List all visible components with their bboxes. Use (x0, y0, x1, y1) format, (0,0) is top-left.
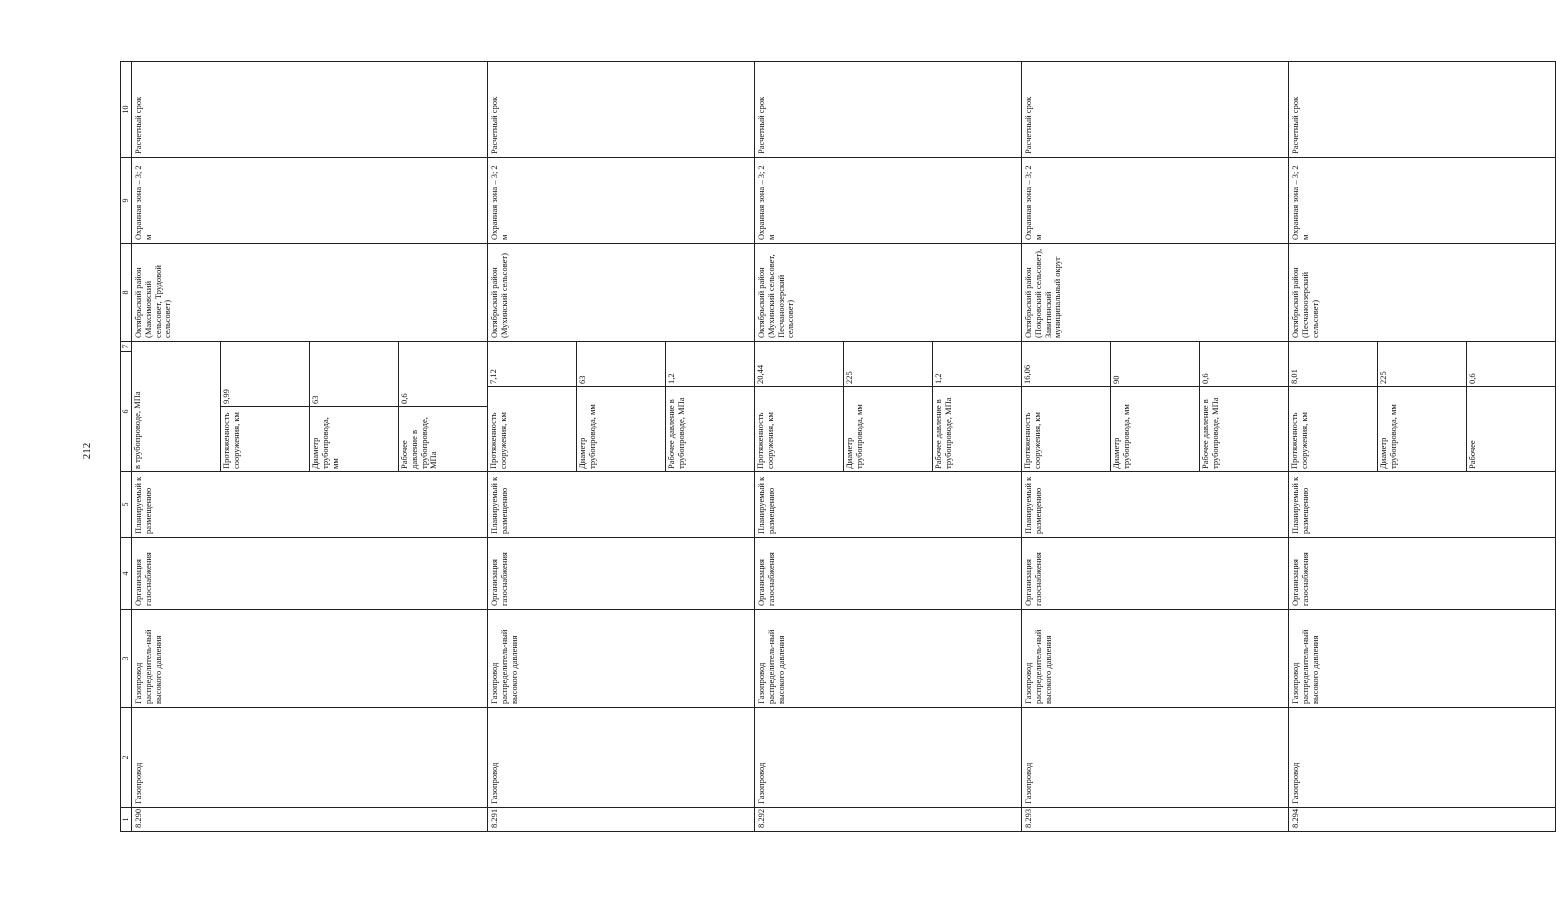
row-number: 8.292 (755, 808, 1022, 832)
object-location: Октябрьский район (Мухинский сельсовет, Песчаноозерский сельсовет) (755, 244, 1022, 342)
object-purpose: Организация газоснабжения (1289, 538, 1556, 610)
table-row (1289, 62, 1556, 832)
parameter-value: 0,6 (399, 342, 488, 407)
parameter-row (666, 342, 755, 471)
parameter-label: Рабочее давление в трубопроводе, МПа (933, 397, 953, 469)
parameter-value: 16,06 (1022, 342, 1111, 387)
parameter-row (1289, 342, 1378, 471)
object-purpose: Организация газоснабжения (488, 538, 755, 610)
parameter-value: 1,2 (933, 342, 1022, 387)
object-zone: Охранная зона – 3; 2 м (488, 158, 755, 244)
table-row (1022, 62, 1289, 832)
object-location: Октябрьский район (Максимовский сельсовет, Трудовой сельсовет) (132, 244, 488, 342)
object-parameters (1289, 342, 1556, 472)
parameter-label: Диаметр трубопровода, мм (577, 387, 666, 472)
parameter-label: Диаметр трубопровода, мм (1378, 387, 1467, 472)
parameter-row (399, 342, 488, 471)
parameter-label: Рабочее давление в трубопроводе, МПа (666, 397, 686, 469)
parameter-value: 7,12 (488, 342, 577, 387)
parameter-value: 63 (577, 342, 666, 387)
col-header: 8 (121, 244, 132, 342)
object-zone: Охранная зона – 3; 2 м (755, 158, 1022, 244)
parameter-row (844, 342, 933, 471)
parameters-table (1022, 342, 1288, 471)
row-number: 8.293 (1022, 808, 1289, 832)
object-name: Газопровод распределитель-ный высокого давления (132, 610, 488, 708)
col-header: 4 (121, 538, 132, 610)
object-type: Газопровод (755, 708, 1022, 808)
parameters-table (755, 342, 1021, 471)
objects-table (120, 61, 1556, 832)
object-term: Расчетный срок (1289, 62, 1556, 158)
object-status: Планируемый к размещению (488, 472, 755, 538)
parameter-label: Рабочее давление в трубопроводе, МПа (399, 417, 439, 469)
col-header: 7 (121, 342, 132, 352)
parameter-label: Протяженность сооружения, км (221, 407, 310, 472)
parameter-label: Диаметр трубопровода, мм (310, 407, 399, 472)
object-term: Расчетный срок (488, 62, 755, 158)
parameter-value: 9,99 (221, 342, 310, 407)
parameter-value: 225 (844, 342, 933, 387)
object-type: Газопровод (1022, 708, 1289, 808)
object-status: Планируемый к размещению (1289, 472, 1556, 538)
object-zone: Охранная зона – 3; 2 м (132, 158, 488, 244)
parameter-row (1378, 342, 1467, 471)
parameter-label: Протяженность сооружения, км (1022, 387, 1111, 472)
parameter-row (577, 342, 666, 471)
column-number-row (121, 62, 132, 832)
parameters-table (488, 342, 754, 471)
object-status: Планируемый к размещению (132, 472, 488, 538)
object-status: Планируемый к размещению (755, 472, 1022, 538)
table-row (132, 62, 488, 832)
object-purpose: Организация газоснабжения (1022, 538, 1289, 610)
object-purpose: Организация газоснабжения (755, 538, 1022, 610)
page-number: 212 (81, 442, 93, 460)
rotated-table-container (120, 62, 1477, 832)
parameter-row (1022, 342, 1111, 471)
parameter-row (221, 342, 310, 471)
parameter-value: 0,6 (1200, 342, 1289, 387)
parameter-row (310, 342, 399, 471)
row-number: 8.294 (1289, 808, 1556, 832)
object-term: Расчетный срок (1022, 62, 1289, 158)
parameter-value: 225 (1378, 342, 1467, 387)
parameter-value: 20,44 (755, 342, 844, 387)
parameter-row (755, 342, 844, 471)
object-type: Газопровод (132, 708, 488, 808)
row-number: 8.290 (132, 808, 488, 832)
parameter-row (1467, 342, 1556, 471)
object-parameters (132, 342, 488, 472)
object-term: Расчетный срок (755, 62, 1022, 158)
parameter-continued: в трубопроводе, МПа (132, 342, 221, 471)
object-term: Расчетный срок (132, 62, 488, 158)
object-name: Газопровод распределитель-ный высокого давления (1022, 610, 1289, 708)
object-zone: Охранная зона – 3; 2 м (1289, 158, 1556, 244)
object-name: Газопровод распределитель-ный высокого давления (1289, 610, 1556, 708)
parameter-label: Протяженность сооружения, км (1289, 387, 1378, 472)
object-parameters (755, 342, 1022, 472)
parameter-label: Протяженность сооружения, км (488, 387, 577, 472)
table-row (488, 62, 755, 832)
object-parameters (1022, 342, 1289, 472)
col-header: 5 (121, 472, 132, 538)
object-type: Газопровод (488, 708, 755, 808)
object-name: Газопровод распределитель-ный высокого давления (488, 610, 755, 708)
parameter-value: 1,2 (666, 342, 755, 387)
object-location: Октябрьский район (Покровский сельсовет), Завитинский муниципальный округ (1022, 244, 1289, 342)
object-zone: Охранная зона – 3; 2 м (1022, 158, 1289, 244)
parameter-value: 90 (1111, 342, 1200, 387)
parameter-value: 63 (310, 342, 399, 407)
parameter-value: 8,01 (1289, 342, 1378, 387)
parameter-row (488, 342, 577, 471)
parameters-table (1289, 342, 1555, 471)
col-header: 2 (121, 708, 132, 808)
object-status: Планируемый к размещению (1022, 472, 1289, 538)
parameter-row (1111, 342, 1200, 471)
col-header: 1 (121, 808, 132, 832)
object-name: Газопровод распределитель-ный высокого давления (755, 610, 1022, 708)
parameter-row (1200, 342, 1289, 471)
row-number: 8.291 (488, 808, 755, 832)
parameter-value: 0,6 (1467, 342, 1556, 387)
object-location: Октябрьский район (Мухинский сельсовет) (488, 244, 755, 342)
parameter-label: Рабочее (1467, 440, 1477, 469)
col-header: 9 (121, 158, 132, 244)
object-type: Газопровод (1289, 708, 1556, 808)
col-header: 3 (121, 610, 132, 708)
col-header: 10 (121, 62, 132, 158)
parameter-label: Диаметр трубопровода, мм (1111, 387, 1200, 472)
parameter-label: Диаметр трубопровода, мм (844, 387, 933, 472)
object-parameters (488, 342, 755, 472)
parameter-row (933, 342, 1022, 471)
object-location: Октябрьский район (Песчаноозерский сельсовет) (1289, 244, 1556, 342)
parameter-label: Протяженность сооружения, км (755, 387, 844, 472)
object-purpose: Организация газоснабжения (132, 538, 488, 610)
table-row (755, 62, 1022, 832)
parameters-table (132, 342, 487, 471)
parameter-label: Рабочее давление в трубопроводе, МПа (1200, 397, 1220, 469)
col-header: 6 (121, 352, 132, 472)
